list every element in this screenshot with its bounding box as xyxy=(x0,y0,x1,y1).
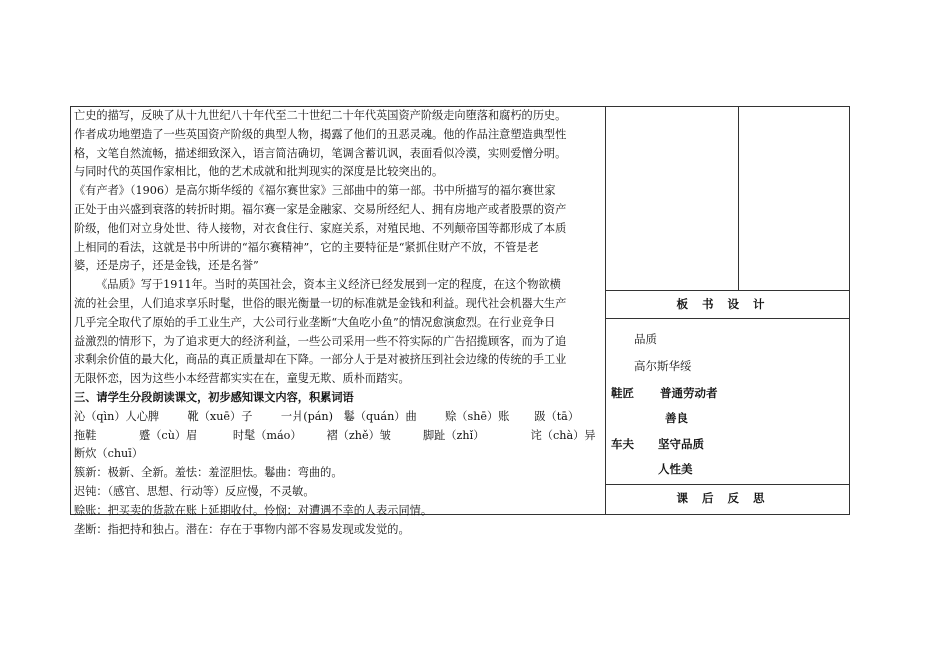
board-value-humanity: 人性美 xyxy=(658,462,693,476)
text-line: 《有产者》（1906）是高尔斯华绥的《福尔赛世家》三部曲中的第一部。书中所描写的福尔赛世家 xyxy=(74,184,556,198)
right-subdivider-1 xyxy=(738,106,739,290)
text-line: 上相同的看法，这就是书中所讲的“福尔赛精神”，它的主要特征是“紧抓住财产不放，不管是老 xyxy=(74,240,539,254)
text-line: 与同时代的英国作家相比，他的艺术成就和批判现实的深度是比较突出的。 xyxy=(74,165,444,179)
right-divider-board xyxy=(605,290,850,291)
text-line: 婆，还是房子，还是金钱，还是名誉” xyxy=(74,259,259,273)
board-value-keep-quality: 坚守品质 xyxy=(658,437,704,451)
board-item-author: 高尔斯华绥 xyxy=(634,359,692,373)
reflection-title: 课后反思 xyxy=(676,491,779,505)
text-line: 正处于由兴盛到衰落的转折时期。福尔赛一家是金融家、交易所经纪人、拥有房地产或者股票的资产 xyxy=(74,202,567,216)
text-line: 亡史的描写，反映了从十九世纪八十年代至二十世纪二十年代英国资产阶级走向堕落和腐朽的历史。 xyxy=(74,109,567,122)
text-line: 流的社会里，人们追求享乐时髦，世俗的眼光衡量一切的标准就是金钱和利益。现代社会机器大生产 xyxy=(74,296,567,310)
right-divider-reflection xyxy=(605,484,850,485)
text-line: 格，文笔自然流畅，描述细致深入，语言简洁确切，笔调含蓄讥讽，表面看似冷漠，实则爱憎分明。 xyxy=(74,146,567,160)
board-design-title: 板书设计 xyxy=(676,297,779,311)
definition-line: 垄断：指把持和独占。潜在：存在于事物内部不容易发现或发觉的。 xyxy=(74,522,410,536)
board-label-driver: 车夫 xyxy=(611,437,634,451)
text-line: 求剩余价值的最大化，商品的真正质量却在下降。一部分人于是对被挤压到社会边缘的传统的手工业 xyxy=(74,353,567,367)
board-item-quality: 品质 xyxy=(634,332,657,346)
vocab-line: 拖鞋 蹙（cù）眉 时髦（máo） 褶（zhě）皱 脚趾（zhǐ） 诧（chà）异 xyxy=(74,428,596,442)
text-line: 几乎完全取代了原始的手工业生产，大公司行业垄断“大鱼吃小鱼”的情况愈演愈烈。在行业竞争日 xyxy=(74,315,556,329)
text-line: 益激烈的情形下，为了追求更大的经济利益，一些公司采用一些不符实际的广告招揽顾客，而为了追 xyxy=(74,334,567,348)
definition-line: 迟钝：（感官、思想、行动等）反应慢，不灵敏。 xyxy=(74,484,315,498)
vocab-line: 断炊（chuī） xyxy=(74,447,144,461)
board-value-ordinary-worker: 普通劳动者 xyxy=(660,386,718,400)
definition-line: 簇新：极新、全新。羞怯：羞涩胆怯。鬈曲：弯曲的。 xyxy=(74,466,343,480)
text-line: 无限怀恋，因为这些小本经营都实实在在，童叟无欺、质朴而踏实。 xyxy=(74,372,410,386)
lesson-content xyxy=(74,107,604,536)
board-label-shoemaker: 鞋匠 xyxy=(611,386,634,400)
vocab-line: 沁（qìn）人心脾 靴（xuē）子 一爿(pán) 鬈（quán）曲 赊（shē）账 趿（tā） xyxy=(74,409,580,423)
text-line: 阶级，他们对立身处世、待人接物，对衣食住行、家庭关系，对殖民地、不列颠帝国等都形成了本质 xyxy=(74,221,567,235)
text-line: 作者成功地塑造了一些英国资产阶级的典型人物，揭露了他们的丑恶灵魂。他的作品注意塑造典型性 xyxy=(74,127,567,141)
board-value-kind: 善良 xyxy=(665,411,688,425)
text-line: 《品质》写于1911年。当时的英国社会，资本主义经济已经发展到一定的程度，在这个物欲横 xyxy=(96,278,561,292)
right-divider-board-title xyxy=(605,318,850,319)
definition-line: 赊账：把买卖的货款在账上延期收付。怜悯：对遭遇不幸的人表示同情。 xyxy=(74,503,433,517)
section-heading: 三、请学生分段朗读课文，初步感知课文内容，积累词语 xyxy=(74,390,354,404)
